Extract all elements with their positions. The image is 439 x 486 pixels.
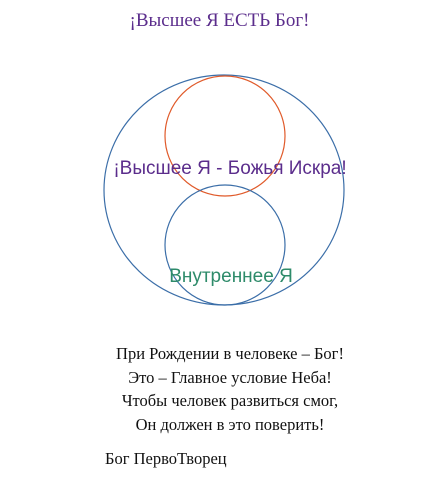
poem-line: Он должен в это поверить! — [135, 414, 325, 434]
page-title: ¡Высшее Я ЕСТЬ Бог! — [129, 10, 310, 31]
poem-line: Чтобы человек развиться смог, — [121, 391, 339, 410]
poem — [0, 342, 439, 436]
inner-label: Внутреннее Я — [169, 266, 293, 287]
bottom-circle — [165, 185, 285, 305]
poem-line: Это – Главное условие Неба! — [128, 367, 332, 387]
signature: Бог ПервоТворец — [105, 449, 227, 468]
poem-line: При Рождении в человеке – Бог! — [116, 344, 344, 363]
middle-label: ¡Высшее Я - Божья Искра! — [113, 158, 347, 179]
